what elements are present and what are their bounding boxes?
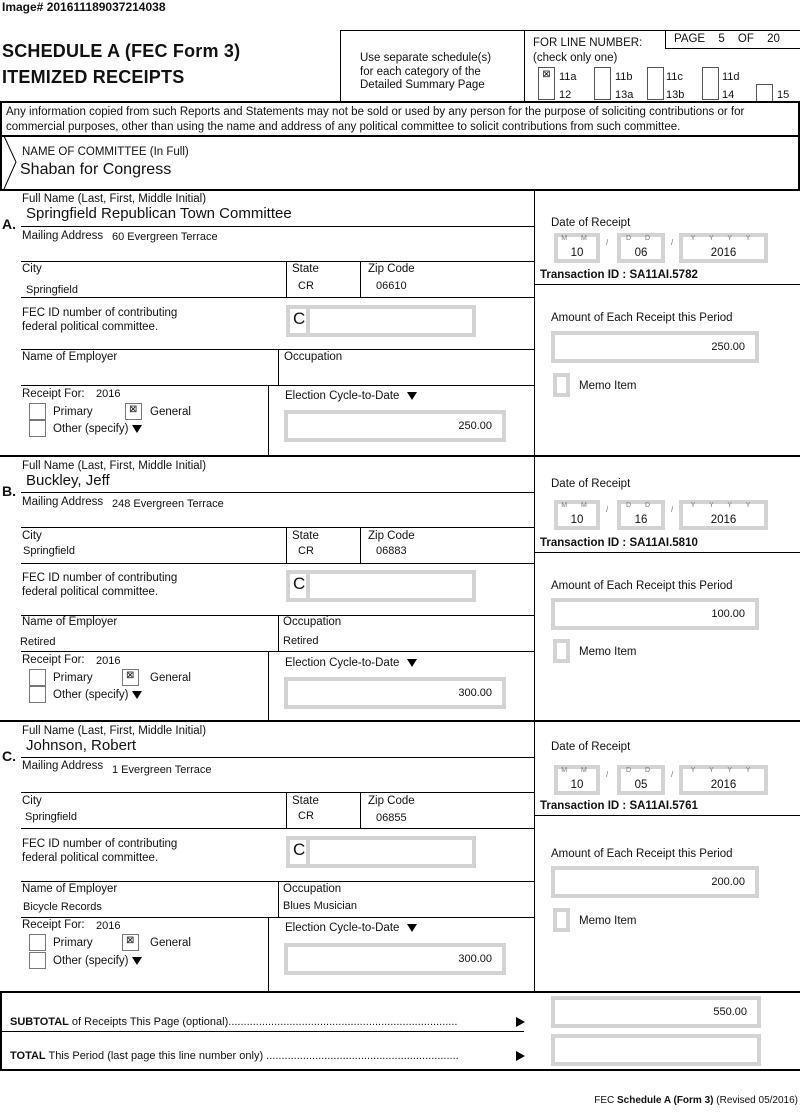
divider <box>278 349 279 385</box>
memo-label: Memo Item <box>579 915 637 927</box>
fec-id-label-2: federal political committee. <box>22 321 159 333</box>
primary-checkbox[interactable] <box>29 403 46 420</box>
amount-input[interactable] <box>551 598 759 630</box>
footer-prefix: FEC <box>594 1095 617 1106</box>
city-value[interactable]: Springfield <box>25 811 77 823</box>
date-year-input[interactable] <box>679 233 768 263</box>
election-cycle-text: Election Cycle-to-Date <box>285 390 400 402</box>
employer-label: Name of Employer <box>22 883 118 895</box>
line-13b-checkbox[interactable] <box>647 84 664 100</box>
state-label: State <box>292 530 319 542</box>
election-cycle-input[interactable] <box>284 943 506 975</box>
divider <box>278 881 279 917</box>
right-arrow-icon <box>516 1051 525 1061</box>
amount-label: Amount of Each Receipt this Period <box>551 580 733 592</box>
dd-placeholder: D D <box>625 502 657 509</box>
committee-name: Shaban for Congress <box>20 161 172 178</box>
zip-value[interactable]: 06855 <box>376 812 407 824</box>
divider <box>286 261 287 297</box>
line-15-label: 15 <box>777 89 790 101</box>
down-triangle-icon <box>132 691 142 699</box>
employer-label: Name of Employer <box>22 616 118 628</box>
fec-id-input[interactable] <box>286 570 476 602</box>
date-year-value: 2016 <box>710 779 737 791</box>
of-label: OF <box>737 33 754 45</box>
entry-letter: B. <box>2 483 16 499</box>
date-year-value: 2016 <box>710 514 737 526</box>
city-value[interactable]: Springfield <box>26 284 78 296</box>
divider <box>21 527 534 528</box>
election-cycle-value: 250.00 <box>458 420 492 432</box>
divider <box>360 261 361 297</box>
mm-placeholder: M M <box>561 502 593 509</box>
subtotal-value: 550.00 <box>713 1006 747 1018</box>
receipt-for-label: Receipt For: <box>22 388 85 400</box>
date-month-input[interactable] <box>554 500 600 530</box>
other-label <box>53 689 142 701</box>
amount-value: 250.00 <box>711 341 745 353</box>
date-of-receipt-label: Date of Receipt <box>551 217 631 229</box>
fec-prefix: C <box>290 574 310 598</box>
state-value[interactable]: CR <box>298 280 314 292</box>
amount-label: Amount of Each Receipt this Period <box>551 848 733 860</box>
divider <box>21 917 534 918</box>
usage-notice: Any information copied from such Reports and Statements may not be sold or used by any person for the purpose of soliciting contributions or for commercial purposes, other than using the name and address of any political committee to solicit contributions from such committee. <box>0 101 800 137</box>
other-text: Other (specify) <box>53 423 129 435</box>
full-name-label: Full Name (Last, First, Middle Initial) <box>22 193 207 205</box>
mailing-address-value[interactable]: 1 Evergreen Terrace <box>112 764 212 776</box>
election-cycle-value: 300.00 <box>458 687 492 699</box>
other-text: Other (specify) <box>53 955 129 967</box>
divider <box>286 792 287 828</box>
zip-label: Zip Code <box>368 795 415 807</box>
election-cycle-text: Election Cycle-to-Date <box>285 922 400 934</box>
memo-label: Memo Item <box>579 380 637 392</box>
line-11c-checkbox[interactable] <box>647 67 664 84</box>
line-14-label: 14 <box>722 89 735 101</box>
occupation-label: Occupation <box>283 883 342 895</box>
other-checkbox[interactable] <box>29 952 46 969</box>
line-13a-label: 13a <box>615 89 634 101</box>
divider <box>21 757 534 758</box>
divider <box>21 226 534 227</box>
divider <box>2 1031 524 1032</box>
full-name-value[interactable]: Buckley, Jeff <box>26 472 110 489</box>
election-cycle-text: Election Cycle-to-Date <box>285 657 400 669</box>
date-day-value: 05 <box>634 779 648 791</box>
entry-separator <box>0 720 800 722</box>
divider <box>21 261 534 262</box>
divider <box>534 815 800 816</box>
fec-id-label: FEC ID number of contributing <box>22 307 178 319</box>
down-triangle-icon <box>407 392 417 400</box>
for-line-number-label: FOR LINE NUMBER: <box>533 37 643 49</box>
mm-placeholder: M M <box>561 767 593 774</box>
divider <box>286 527 287 563</box>
fec-id-label-2: federal political committee. <box>22 586 159 598</box>
line-12-checkbox[interactable] <box>538 84 555 100</box>
memo-checkbox[interactable] <box>553 373 570 397</box>
memo-checkbox[interactable] <box>553 639 570 663</box>
full-name-label: Full Name (Last, First, Middle Initial) <box>22 460 207 472</box>
divider <box>360 792 361 828</box>
transaction-id: Transaction ID : SA11AI.5761 <box>540 800 698 812</box>
date-slash: / <box>606 505 609 514</box>
line-13b-label: 13b <box>666 89 685 101</box>
divider <box>21 792 534 793</box>
sep-line-1: Use separate schedule(s) <box>360 52 492 64</box>
election-cycle-label <box>285 657 417 669</box>
amount-input[interactable] <box>551 866 759 898</box>
form-title: SCHEDULE A (FEC Form 3) <box>2 41 241 61</box>
primary-label: Primary <box>53 672 93 684</box>
city-label: City <box>22 795 42 807</box>
full-name-value[interactable]: Springfield Republican Town Committee <box>26 205 292 222</box>
line-11d-checkbox[interactable] <box>702 67 719 84</box>
amount-label: Amount of Each Receipt this Period <box>551 312 733 324</box>
total-label <box>10 1050 459 1062</box>
date-day-input[interactable] <box>617 233 665 263</box>
divider <box>534 284 800 285</box>
separate-schedule-text <box>360 52 491 93</box>
city-label: City <box>22 263 42 275</box>
line-11a-checkbox[interactable]: ⊠ <box>538 67 555 84</box>
subtotal-bold: SUBTOTAL <box>10 1016 69 1028</box>
date-month-value: 10 <box>570 514 584 526</box>
committee-label: NAME OF COMMITTEE (In Full) <box>22 146 189 158</box>
check-only-one-label: (check only one) <box>533 52 618 64</box>
fec-id-label: FEC ID number of contributing <box>22 572 178 584</box>
fec-prefix: C <box>290 309 310 333</box>
divider <box>534 552 800 553</box>
mailing-address-label: Mailing Address <box>22 760 104 772</box>
right-arrow-icon <box>516 1017 525 1027</box>
other-checkbox[interactable] <box>29 686 46 703</box>
subtotal-text: of Receipts This Page (optional)........................................................................... <box>68 1016 458 1028</box>
occupation-value[interactable]: Blues Musician <box>283 900 357 912</box>
dd-placeholder: D D <box>625 767 657 774</box>
form-footer <box>594 1095 798 1106</box>
entry-letter: A. <box>2 216 16 232</box>
employer-label: Name of Employer <box>22 351 118 363</box>
date-slash: / <box>671 770 674 779</box>
divider <box>21 492 534 493</box>
date-day-value: 16 <box>634 514 648 526</box>
other-label <box>53 955 142 967</box>
primary-checkbox[interactable] <box>29 934 46 951</box>
divider <box>21 385 534 386</box>
divider <box>21 297 534 298</box>
election-cycle-value: 300.00 <box>458 953 492 965</box>
footer-form-name: Schedule A (Form 3) <box>617 1095 714 1106</box>
total-text: This Period (last page this line number only) ............................................................... <box>45 1050 459 1062</box>
election-cycle-input[interactable] <box>284 677 506 709</box>
primary-checkbox[interactable] <box>29 669 46 686</box>
yyyy-placeholder: Y Y Y Y <box>690 502 757 509</box>
date-month-input[interactable] <box>554 233 600 263</box>
fec-id-input[interactable] <box>286 836 476 868</box>
receipt-for-label: Receipt For: <box>22 654 85 666</box>
general-checkbox[interactable] <box>122 669 139 686</box>
memo-label: Memo Item <box>579 646 637 658</box>
date-day-input[interactable] <box>617 500 665 530</box>
general-label: General <box>150 406 191 418</box>
line-11d-label: 11d <box>722 71 740 83</box>
zip-label: Zip Code <box>368 530 415 542</box>
election-cycle-input[interactable] <box>284 410 506 442</box>
page-number: 5 <box>718 33 725 45</box>
date-of-receipt-label: Date of Receipt <box>551 741 631 753</box>
line-11b-label: 11b <box>615 71 633 83</box>
form-subtitle: ITEMIZED RECEIPTS <box>2 67 185 87</box>
down-triangle-icon <box>132 957 142 965</box>
entry-separator <box>0 455 800 457</box>
yyyy-placeholder: Y Y Y Y <box>690 767 757 774</box>
city-value[interactable]: Springfield <box>23 545 75 557</box>
sep-line-2: for each category of the <box>360 65 481 78</box>
date-month-input[interactable] <box>554 765 600 795</box>
down-triangle-icon <box>407 659 417 667</box>
other-checkbox[interactable] <box>29 420 46 437</box>
mailing-address-value[interactable]: 60 Evergreen Terrace <box>112 231 218 243</box>
divider <box>21 651 534 652</box>
down-triangle-icon <box>407 924 417 932</box>
employer-value[interactable]: Retired <box>20 636 56 648</box>
down-triangle-icon <box>132 425 142 433</box>
divider <box>268 917 269 991</box>
city-label: City <box>22 530 42 542</box>
employer-value[interactable]: Bicycle Records <box>23 901 102 913</box>
receipt-for-year[interactable]: 2016 <box>96 388 121 400</box>
receipt-for-label: Receipt For: <box>22 919 85 931</box>
election-cycle-label <box>285 922 417 934</box>
fec-prefix: C <box>290 840 310 864</box>
subtotal-input[interactable] <box>551 996 761 1028</box>
total-bold: TOTAL <box>10 1050 46 1062</box>
general-label: General <box>150 937 191 949</box>
date-slash: / <box>606 238 609 247</box>
sep-line-3: Detailed Summary Page <box>360 79 485 91</box>
line-14-checkbox[interactable] <box>702 84 719 100</box>
fec-id-input[interactable] <box>286 305 476 337</box>
page-label: PAGE <box>674 33 706 45</box>
page-indicator <box>665 30 800 49</box>
date-slash: / <box>671 505 674 514</box>
page-total: 20 <box>767 33 780 45</box>
image-id: Image# 201611189037214038 <box>2 0 166 14</box>
line-11a-label: 11a <box>559 71 577 83</box>
general-label: General <box>150 672 191 684</box>
state-label: State <box>292 263 319 275</box>
column-divider <box>534 191 535 991</box>
receipt-for-year[interactable]: 2016 <box>96 920 121 932</box>
date-day-input[interactable] <box>617 765 665 795</box>
transaction-id: Transaction ID : SA11AI.5810 <box>540 537 698 549</box>
primary-label: Primary <box>53 406 93 418</box>
divider <box>360 527 361 563</box>
amount-value: 200.00 <box>711 876 745 888</box>
line-11b-checkbox[interactable] <box>594 67 611 84</box>
transaction-id: Transaction ID : SA11AI.5782 <box>540 269 698 281</box>
date-year-input[interactable] <box>679 500 768 530</box>
other-text: Other (specify) <box>53 689 129 701</box>
receipt-for-year[interactable]: 2016 <box>96 655 121 667</box>
state-value[interactable]: CR <box>298 810 314 822</box>
total-input[interactable] <box>551 1034 761 1066</box>
mailing-address-value[interactable]: 248 Evergreen Terrace <box>112 498 224 510</box>
line-12-label: 12 <box>559 89 572 101</box>
amount-input[interactable] <box>551 331 759 363</box>
mailing-address-label: Mailing Address <box>22 230 104 242</box>
state-label: State <box>292 795 319 807</box>
divider <box>268 385 269 455</box>
memo-checkbox[interactable] <box>553 908 570 932</box>
full-name-label: Full Name (Last, First, Middle Initial) <box>22 725 207 737</box>
general-checkbox[interactable] <box>122 934 139 951</box>
state-value[interactable]: CR <box>298 545 314 557</box>
divider <box>278 615 279 651</box>
divider <box>21 563 534 564</box>
zip-value[interactable]: 06610 <box>376 280 407 292</box>
mm-placeholder: M M <box>561 235 593 242</box>
other-label <box>53 423 142 435</box>
arrow-marker-icon <box>2 136 18 189</box>
date-month-value: 10 <box>570 779 584 791</box>
primary-label: Primary <box>53 937 93 949</box>
date-month-value: 10 <box>570 247 584 259</box>
mailing-address-label: Mailing Address <box>22 496 104 508</box>
occupation-label: Occupation <box>283 616 342 628</box>
line-11c-label: 11c <box>666 71 683 83</box>
amount-value: 100.00 <box>711 608 745 620</box>
line-15-checkbox[interactable] <box>756 84 773 101</box>
date-day-value: 06 <box>634 247 648 259</box>
election-cycle-label <box>285 390 417 402</box>
zip-label: Zip Code <box>368 263 415 275</box>
yyyy-placeholder: Y Y Y Y <box>690 235 757 242</box>
date-slash: / <box>671 238 674 247</box>
date-year-value: 2016 <box>710 247 737 259</box>
date-of-receipt-label: Date of Receipt <box>551 478 631 490</box>
divider <box>268 651 269 721</box>
line-13a-checkbox[interactable] <box>594 84 611 100</box>
fec-id-label-2: federal political committee. <box>22 852 159 864</box>
footer-revision: (Revised 05/2016) <box>713 1095 798 1106</box>
dd-placeholder: D D <box>625 235 657 242</box>
full-name-value[interactable]: Johnson, Robert <box>26 737 137 754</box>
subtotal-label <box>10 1016 457 1028</box>
entry-letter: C. <box>2 748 16 764</box>
divider <box>21 828 534 829</box>
occupation-label: Occupation <box>284 351 343 363</box>
fec-id-label: FEC ID number of contributing <box>22 838 178 850</box>
general-checkbox[interactable] <box>125 403 142 420</box>
date-year-input[interactable] <box>679 765 768 795</box>
occupation-value[interactable]: Retired <box>283 635 319 647</box>
zip-value[interactable]: 06883 <box>376 545 407 557</box>
date-slash: / <box>606 770 609 779</box>
